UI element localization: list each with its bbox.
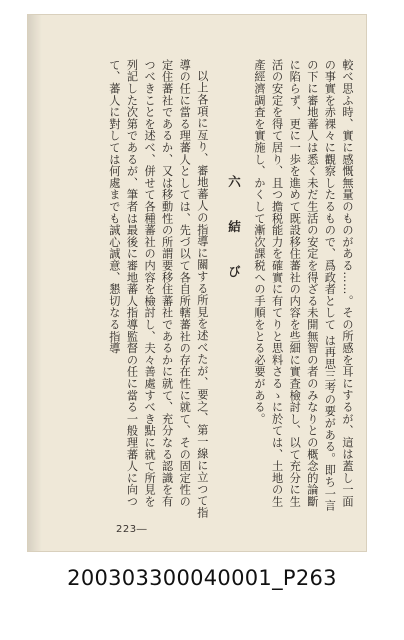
body-paragraph: 以上各項に亙り、審地蕃人の指導に關する所見を述べたが、要之、第一線に立つて指導の任に當る理蕃人としては、先づ以て各自所轄蕃社の存在性に就て、その固定性の定住蕃社であるか、又は移動性の所謂要移住蕃社であるかに就て、充分なる認識を有つべきことを述べ、併せて各種蕃社の内容を檢討し、夫々善處すべき點に就て所見を列記した次第であるが、筆者は最後に審地蕃人指導監督の任に當る一般理蕃人に向つて、蕃人に對しては何處までも誠心誠意、懇切なる指導 [107, 59, 209, 519]
image-caption: 200303300040001_P263 [67, 566, 337, 590]
page-number-value: 223 [116, 524, 137, 535]
vertical-text-block [96, 59, 356, 519]
section-heading: 六 結 び [226, 175, 242, 288]
page-number [116, 524, 147, 535]
page-spine-shadow [28, 15, 42, 551]
book-page [27, 14, 367, 552]
body-paragraph: 較べ思ふ時、實に感慨無量のものがある……。その所感を耳にするが、這は蓋し一面の事實を赤裸々に觀察したるもので、爲政者として は再思三考の要がある。即ち一言の下に審地蕃人は悉く未だ生活の安定を得ざる未開無智の者のみなりとの概念的論斷に陷らず、更に一歩を進めて既設移住蕃社の内容を些細に實査檢討し、以て充分に生活の安定を得て居り、且つ擔税能力を確實に有てりと思料さるゝに於ては、土地の生產經濟調査を實施し、かくして漸次課税への手順をとる必要がある。 [253, 59, 354, 512]
page-number-dash: ― [136, 524, 148, 535]
